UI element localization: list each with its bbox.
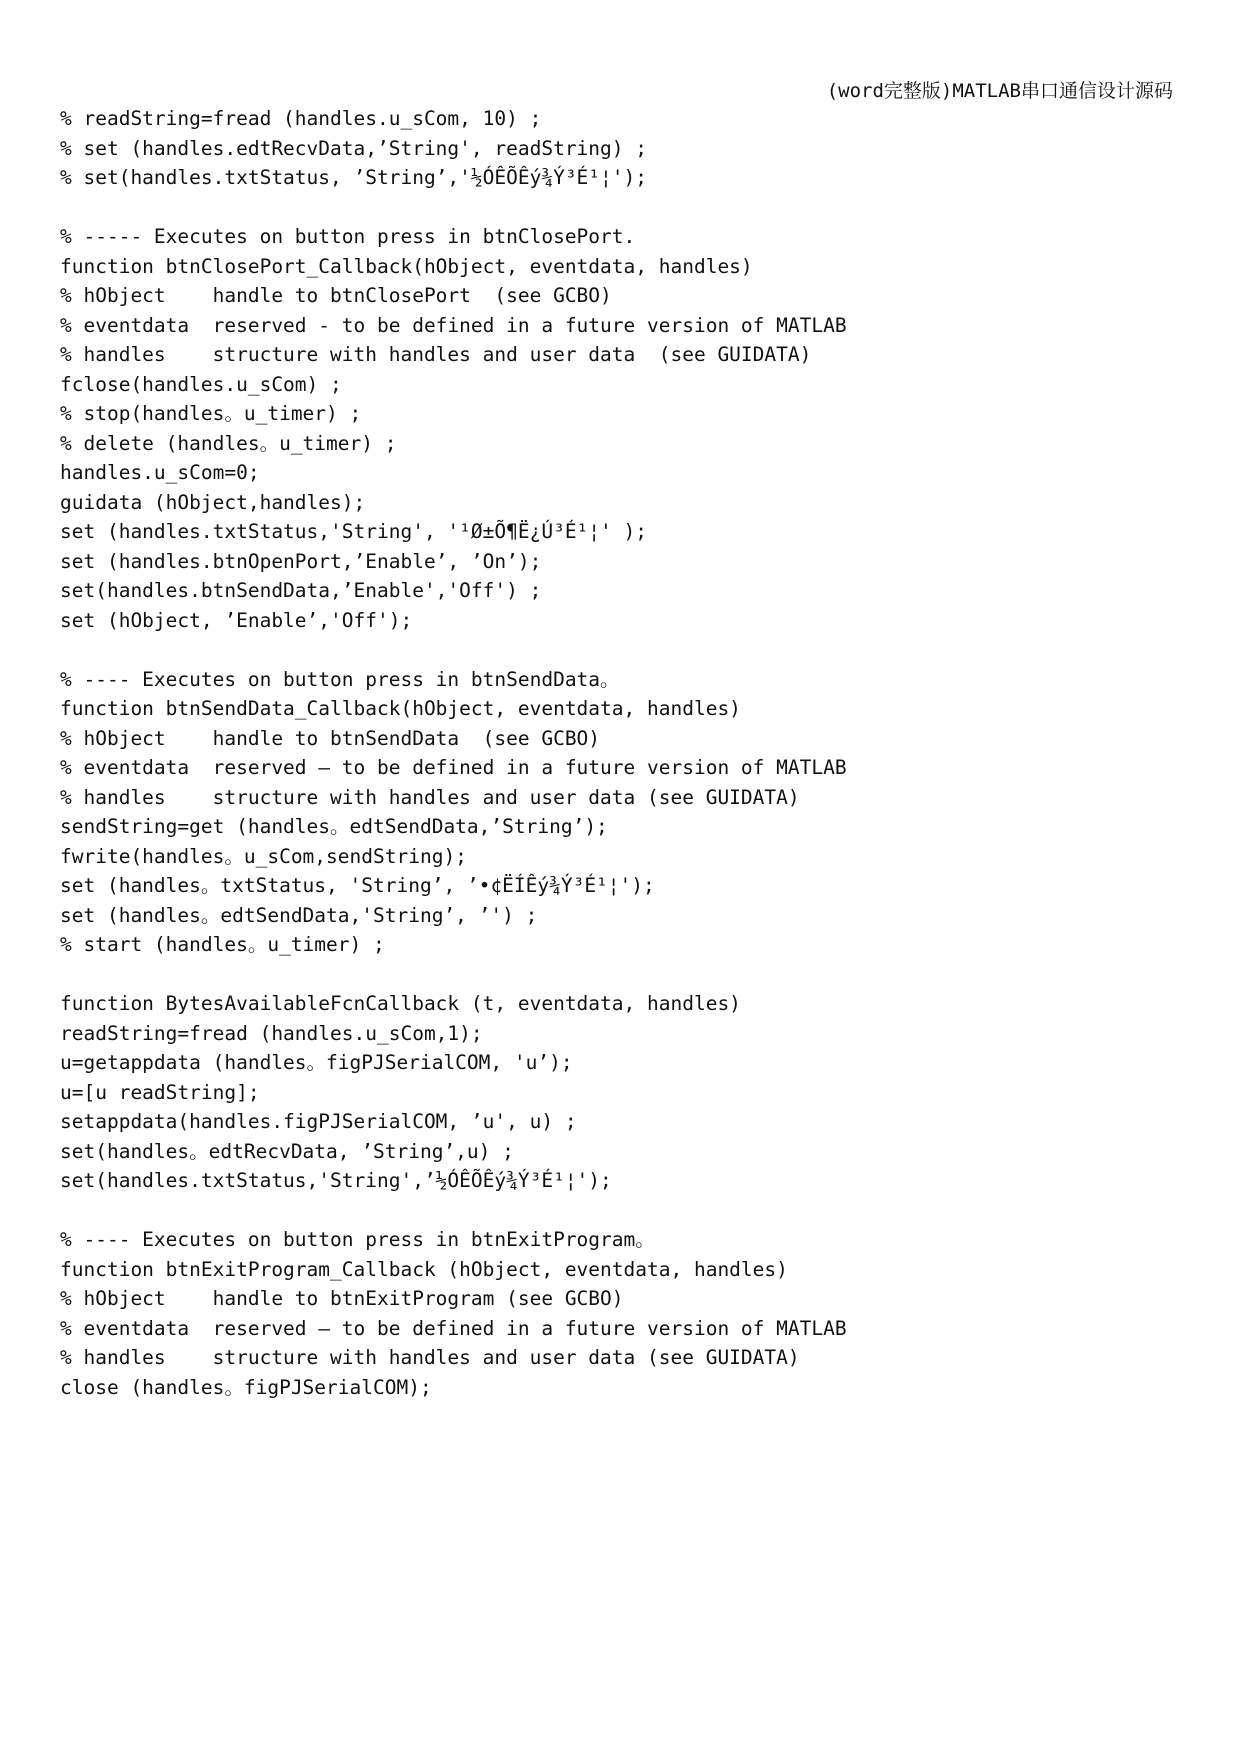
code-line: % hObject handle to btnClosePort (see GCBO) bbox=[60, 284, 612, 307]
code-block bbox=[60, 104, 847, 1402]
code-line: function btnClosePort_Callback(hObject, eventdata, handles) bbox=[60, 254, 753, 278]
code-line: u=getappdata (handles。figPJSerialCOM, 'u’); bbox=[60, 1051, 573, 1074]
code-line: set(handles.btnSendData,’Enable','Off') ; bbox=[60, 579, 542, 602]
blank-line bbox=[60, 1196, 847, 1226]
code-line: % handles structure with handles and user data (see GUIDATA) bbox=[60, 343, 812, 366]
code-line: % eventdata reserved — to be defined in a future version of MATLAB bbox=[60, 1316, 847, 1340]
code-line: % hObject handle to btnSendData (see GCBO) bbox=[60, 726, 601, 750]
code-line: fwrite(handles。u_sCom,sendString); bbox=[60, 844, 467, 868]
code-line: % handles structure with handles and user data (see GUIDATA) bbox=[60, 785, 800, 809]
code-line: % hObject handle to btnExitProgram (see GCBO) bbox=[60, 1287, 624, 1310]
code-line: fclose(handles.u_sCom) ; bbox=[60, 372, 342, 396]
code-line: % eventdata reserved — to be defined in a future version of MATLAB bbox=[60, 756, 847, 779]
code-line: function btnSendData_Callback(hObject, eventdata, handles) bbox=[60, 697, 741, 720]
code-line: readString=fread (handles.u_sCom,1); bbox=[60, 1021, 483, 1045]
code-line: % set (handles.edtRecvData,’String', readString) ; bbox=[60, 136, 647, 160]
code-line: % eventdata reserved - to be defined in a future version of MATLAB bbox=[60, 313, 847, 337]
code-line: handles.u_sCom=0; bbox=[60, 461, 260, 484]
code-line: setappdata(handles.figPJSerialCOM, ’u', u) ; bbox=[60, 1110, 577, 1133]
code-line: % ----- Executes on button press in btnClosePort. bbox=[60, 225, 636, 248]
code-line: function BytesAvailableFcnCallback (t, eventdata, handles) bbox=[60, 992, 741, 1015]
blank-line bbox=[60, 960, 847, 990]
code-line: % start (handles。u_timer) ; bbox=[60, 933, 385, 956]
code-line: guidata (hObject,handles); bbox=[60, 490, 366, 514]
code-line: % ---- Executes on button press in btnSendData。 bbox=[60, 667, 620, 691]
code-line: function btnExitProgram_Callback (hObject, eventdata, handles) bbox=[60, 1257, 788, 1281]
code-line: % ---- Executes on button press in btnExitProgram。 bbox=[60, 1228, 655, 1251]
code-line: set (hObject, ’Enable’,'Off'); bbox=[60, 608, 413, 632]
blank-line bbox=[60, 193, 847, 223]
code-line: % delete (handles。u_timer) ; bbox=[60, 431, 397, 455]
code-line: set (handles.txtStatus,'String', '¹Ø±Õ¶Ë¿Ú³É¹¦' ); bbox=[60, 520, 647, 543]
code-line: % handles structure with handles and user data (see GUIDATA) bbox=[60, 1346, 800, 1369]
code-line: set(handles。edtRecvData, ’String’,u) ; bbox=[60, 1139, 514, 1163]
code-line: set (handles.btnOpenPort,’Enable’, ’On’); bbox=[60, 549, 542, 573]
code-line: set (handles。edtSendData,'String’, ’') ; bbox=[60, 903, 538, 927]
code-line: % set(handles.txtStatus, ’String’,'½ÓÊÕÊý¾Ý³É¹¦'); bbox=[60, 166, 647, 189]
code-line: u=[u readString]; bbox=[60, 1080, 260, 1104]
page-header-title: (word完整版)MATLAB串口通信设计源码 bbox=[826, 80, 1173, 102]
code-line: close (handles。figPJSerialCOM); bbox=[60, 1375, 432, 1399]
code-line: set (handles。txtStatus, 'String’, ’•¢ËÍÊý¾Ý³É¹¦'); bbox=[60, 874, 655, 897]
code-line: set(handles.txtStatus,'String',’½ÓÊÕÊý¾Ý³É¹¦'); bbox=[60, 1169, 612, 1192]
code-line: sendString=get (handles。edtSendData,’String’); bbox=[60, 815, 608, 838]
code-line: % stop(handles。u_timer) ; bbox=[60, 402, 362, 425]
code-line: % readString=fread (handles.u_sCom, 10) ; bbox=[60, 107, 542, 130]
blank-line bbox=[60, 635, 847, 665]
